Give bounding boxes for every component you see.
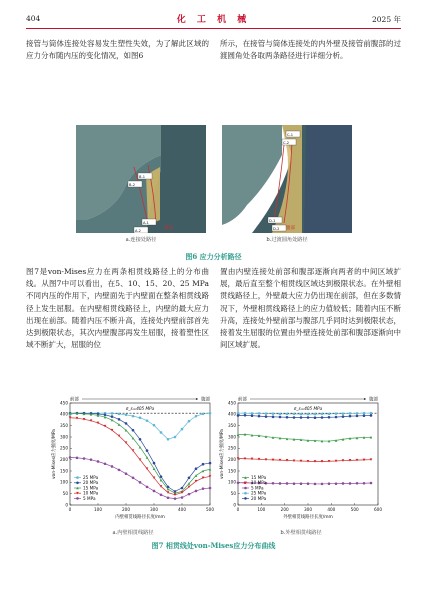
fig6b-label-1: C-2 (283, 141, 290, 145)
series-1-point-7 (118, 418, 121, 421)
y-tick-label-6: 300 (228, 434, 236, 440)
series-2-point-13 (328, 482, 331, 485)
series-4-point-12 (153, 490, 156, 493)
y-tick-label-6: 300 (60, 434, 68, 440)
series-2-point-8 (293, 482, 296, 485)
fig6a-label-0: B-1 (139, 175, 146, 179)
top-label-left: 前部 (70, 397, 79, 403)
x-axis-label: 内壁相贯线路径长度/mm (115, 515, 165, 520)
series-1-point-19 (202, 463, 205, 466)
issue-year: 2025 年 (372, 15, 401, 24)
series-4-point-3 (258, 415, 261, 418)
series-0-point-8 (125, 413, 128, 416)
fig6b-label-0: C-1 (287, 133, 294, 137)
series-4-point-1 (244, 414, 247, 417)
series-4-point-13 (328, 416, 331, 419)
series-0-point-12 (153, 424, 156, 427)
fig7-chart-a (44, 393, 222, 531)
y-tick-label-3: 150 (228, 468, 236, 474)
series-3-point-8 (293, 413, 296, 416)
x-tick-label-5: 500 (206, 507, 214, 512)
series-0-point-13 (160, 431, 163, 434)
series-0-point-6 (111, 412, 114, 415)
legend-marker-4 (244, 497, 247, 500)
series-4-point-13 (160, 494, 163, 497)
series-4-point-5 (104, 462, 107, 465)
series-4-point-9 (132, 477, 135, 480)
series-0-point-11 (146, 419, 149, 422)
x-tick-label-1: 100 (94, 507, 102, 512)
series-3-point-19 (370, 412, 373, 415)
y-tick-label-1: 50 (62, 491, 68, 497)
series-4-point-19 (370, 414, 373, 417)
series-2-point-17 (356, 482, 359, 485)
series-4-point-9 (300, 416, 303, 419)
y-axis-label: von-Mises应力强度/MPa (52, 429, 57, 479)
fig6b-caption: b.过渡圆角处路径 (266, 237, 308, 243)
series-4-point-2 (83, 457, 86, 460)
legend-label-4: 20 MPa (251, 495, 267, 501)
series-4-point-8 (125, 472, 128, 475)
legend-marker-0 (76, 476, 79, 479)
series-1-point-5 (104, 413, 107, 416)
y-tick-label-5: 250 (60, 445, 68, 451)
y-tick-label-0: 0 (65, 502, 68, 508)
series-3-point-16 (349, 412, 352, 415)
series-3-point-4 (265, 412, 268, 415)
fig7a-caption: a.内壁相贯线路径 (112, 530, 154, 536)
page-number: 404 (26, 14, 41, 23)
series-0-point-9 (132, 415, 135, 418)
fig6a-caption: a.连接处路径 (125, 237, 157, 243)
x-tick-label-4: 400 (178, 507, 186, 512)
paragraph-top-right: 所示，在接管与筒体连接处的内外壁及接管前腹部的过渡圆角处各取两条路径进行详细分析。 (220, 39, 401, 61)
series-2-point-16 (349, 482, 352, 485)
series-0-point-20 (209, 412, 212, 415)
running-header (26, 12, 401, 26)
series-4-point-6 (111, 465, 114, 468)
fig6-panel-b (222, 125, 352, 233)
y-tick-label-2: 100 (228, 479, 236, 485)
series-2-point-6 (279, 482, 282, 485)
legend-label-3: 25 MPa (251, 490, 267, 496)
series-4-point-7 (118, 469, 121, 472)
x-tick-label-0: 0 (68, 507, 72, 512)
x-axis-label: 外壁相贯线路径长度/mm (283, 515, 333, 520)
legend-label-0: 25 MPa (83, 475, 99, 480)
series-1-point-9 (132, 429, 135, 432)
series-0-point-19 (202, 413, 205, 416)
series-4-point-0 (237, 414, 240, 417)
series-2-point-19 (370, 482, 373, 485)
paragraph-right: 置由内壁连接处前部和腹部逐渐向两者的中间区域扩展，最后直至整个相贯线区域达到极限状态。在外壁相贯线路径上，外壁最大应力仍出现在前部，但在多数情况下，外壁相贯线路径上的应力值较低；随着内压不断升高，连接处外壁前部与腹部几乎同时达到极限状态，接着发生屈服的位置由外壁连接处前部和腹部逐渐向中间区域扩展。 (220, 267, 401, 350)
series-4-point-14 (335, 416, 338, 419)
series-4-point-19 (202, 487, 205, 490)
direction-arrow-head (196, 398, 198, 400)
series-4-point-3 (90, 458, 93, 461)
series-4-point-17 (188, 493, 191, 496)
series-0-point-15 (174, 436, 177, 439)
y-tick-label-9: 450 (228, 400, 236, 406)
fig6b-label-3: D-2 (273, 227, 280, 231)
series-0-point-18 (195, 415, 198, 418)
legend-label-4: 5 MPa (83, 495, 96, 501)
series-3-point-14 (335, 412, 338, 415)
series-1-point-10 (139, 438, 142, 441)
series-0-point-7 (118, 413, 121, 416)
series-4-point-16 (349, 415, 352, 418)
fig6b-label-2: D-1 (269, 219, 276, 223)
series-3-point-10 (307, 413, 310, 416)
legend-label-0: 15 MPa (251, 475, 267, 480)
fig6a-label-1: B-2 (129, 183, 136, 187)
top-label-right: 腹部 (369, 397, 378, 403)
y-tick-label-0: 0 (233, 502, 236, 508)
x-tick-label-5: 500 (350, 507, 359, 512)
series-4-point-10 (307, 416, 310, 419)
y-tick-label-5: 250 (228, 445, 236, 451)
x-tick-label-4: 400 (327, 507, 336, 512)
top-label-right: 腹部 (201, 397, 210, 403)
series-4-point-5 (272, 416, 275, 419)
series-1-point-16 (181, 487, 184, 490)
y-tick-label-3: 150 (60, 468, 68, 474)
series-1-point-6 (111, 415, 114, 418)
series-4-point-10 (139, 481, 142, 484)
y-tick-label-8: 400 (228, 411, 236, 417)
series-4-point-15 (174, 497, 177, 500)
legend-label-1: 10 MPa (251, 480, 267, 486)
y-tick-label-4: 200 (60, 457, 68, 463)
fig6a-label-3: A-2 (135, 229, 141, 233)
series-4-point-2 (251, 414, 254, 417)
legend-marker-4 (76, 497, 79, 500)
paragraph-top-left: 接管与筒体连接处容易发生塑性失效，为了解此区域的应力分布随内压的变化情况，如图6 (26, 39, 209, 61)
series-2-point-15 (342, 482, 345, 485)
top-label-left: 前部 (238, 397, 247, 403)
series-3-point-18 (363, 412, 366, 415)
legend-marker-3 (244, 492, 247, 495)
series-3-point-6 (279, 413, 282, 416)
series-0-point-10 (139, 416, 142, 419)
fig6b-model-image (222, 125, 352, 233)
series-3-point-0 (237, 412, 240, 415)
series-3-point-5 (272, 412, 275, 415)
fig6a-label-2: A-1 (143, 221, 149, 225)
series-4-point-12 (321, 416, 324, 419)
y-tick-label-9: 450 (60, 400, 68, 406)
legend-marker-1 (76, 482, 79, 485)
series-1-point-12 (153, 462, 156, 465)
series-3-point-17 (356, 412, 359, 415)
fig6b-word: 腹部 (286, 226, 295, 231)
series-4-point-18 (363, 414, 366, 417)
series-4-point-8 (293, 416, 296, 419)
x-tick-label-6: 600 (374, 507, 382, 512)
x-tick-label-1: 100 (257, 507, 266, 512)
legend-label-3: 10 MPa (83, 490, 99, 496)
journal-title: 化 工 机 械 (176, 15, 251, 25)
series-0-point-16 (181, 428, 184, 431)
series-2-point-7 (286, 482, 289, 485)
fig6a-word: 腹部 (164, 226, 173, 231)
series-4-point-7 (286, 416, 289, 419)
x-tick-label-2: 200 (122, 507, 130, 512)
y-tick-label-7: 350 (60, 423, 68, 429)
legend-marker-2 (244, 487, 247, 490)
series-2-point-10 (307, 482, 310, 485)
x-tick-label-0: 0 (236, 507, 240, 512)
yield-annotation: σ_s=405 MPa (293, 406, 323, 412)
series-4-point-15 (342, 415, 345, 418)
series-2-point-11 (314, 483, 317, 486)
direction-arrow-head (364, 398, 366, 400)
series-4-point-16 (181, 496, 184, 499)
series-3-point-2 (251, 412, 254, 415)
legend-label-2: 15 MPa (83, 485, 99, 491)
series-4-point-0 (69, 456, 72, 459)
series-2-point-18 (363, 482, 366, 485)
series-4-point-11 (314, 416, 317, 419)
y-tick-label-2: 100 (60, 479, 68, 485)
y-tick-label-4: 200 (228, 457, 236, 463)
series-1-point-8 (125, 422, 128, 425)
series-4-point-4 (97, 460, 100, 463)
series-1-point-18 (195, 467, 198, 470)
series-0-point-17 (188, 420, 191, 423)
paragraph-left: 图7是von-Mises应力在两条相贯线路径上的分布曲线。从图7中可以看出，在5、10、15、20、25 MPa不同内压的作用下，内壁面先于内壁面在整条相贯线路径上发生屈服。在内壁相贯线路径上，内壁的最大应力出现在前部。随着内压不断升高，连接处内壁前部首先达到极限状态，其次内壁腹部再发生屈服，接着塑性区域不断扩大，屈服的位 (26, 267, 209, 350)
series-1-point-11 (146, 449, 149, 452)
fig6a-model-image (76, 125, 206, 233)
series-2-point-14 (335, 482, 338, 485)
series-4-point-20 (209, 487, 212, 490)
x-tick-label-3: 300 (304, 507, 312, 512)
series-4-point-17 (356, 415, 359, 418)
series-2-point-12 (321, 483, 324, 486)
x-tick-label-2: 200 (280, 507, 289, 512)
series-2-point-9 (300, 482, 303, 485)
fig6-caption: 图6 应力分析路径 (185, 252, 242, 261)
series-3-point-11 (314, 413, 317, 416)
series-3-point-12 (321, 413, 324, 416)
series-0-point-14 (167, 438, 170, 441)
y-axis-label: von-Mises应力强度/MPa (220, 429, 225, 479)
series-4-point-14 (167, 496, 170, 499)
legend-label-1: 20 MPa (83, 480, 99, 486)
series-1-point-17 (188, 477, 191, 480)
y-tick-label-1: 50 (230, 491, 236, 497)
y-tick-label-7: 350 (228, 423, 236, 429)
series-2-point-0 (237, 481, 240, 484)
series-3-point-7 (286, 413, 289, 416)
yield-annotation: σ_s=405 MPa (125, 406, 155, 412)
fig7-caption: 图7 相贯线处von-Mises应力分布曲线 (151, 541, 276, 550)
series-4-point-11 (146, 486, 149, 489)
legend-label-2: 5 MPa (251, 485, 264, 491)
series-1-point-13 (160, 475, 163, 478)
series-4-point-4 (265, 415, 268, 418)
x-tick-label-3: 300 (150, 507, 158, 512)
fig7b-caption: b.外壁相贯线路径 (280, 530, 322, 536)
series-4-point-18 (195, 490, 198, 493)
series-3-point-3 (258, 412, 261, 415)
series-3-point-15 (342, 412, 345, 415)
series-4-point-6 (279, 416, 282, 419)
series-4-point-1 (76, 457, 79, 460)
series-3-point-13 (328, 413, 331, 416)
fig6-panel-a (76, 125, 206, 233)
fig7-chart-b (212, 393, 390, 531)
series-2-point-5 (272, 482, 275, 485)
series-1-point-20 (209, 462, 212, 465)
header-rule (26, 28, 401, 29)
y-tick-label-8: 400 (60, 411, 68, 417)
series-3-point-9 (300, 413, 303, 416)
